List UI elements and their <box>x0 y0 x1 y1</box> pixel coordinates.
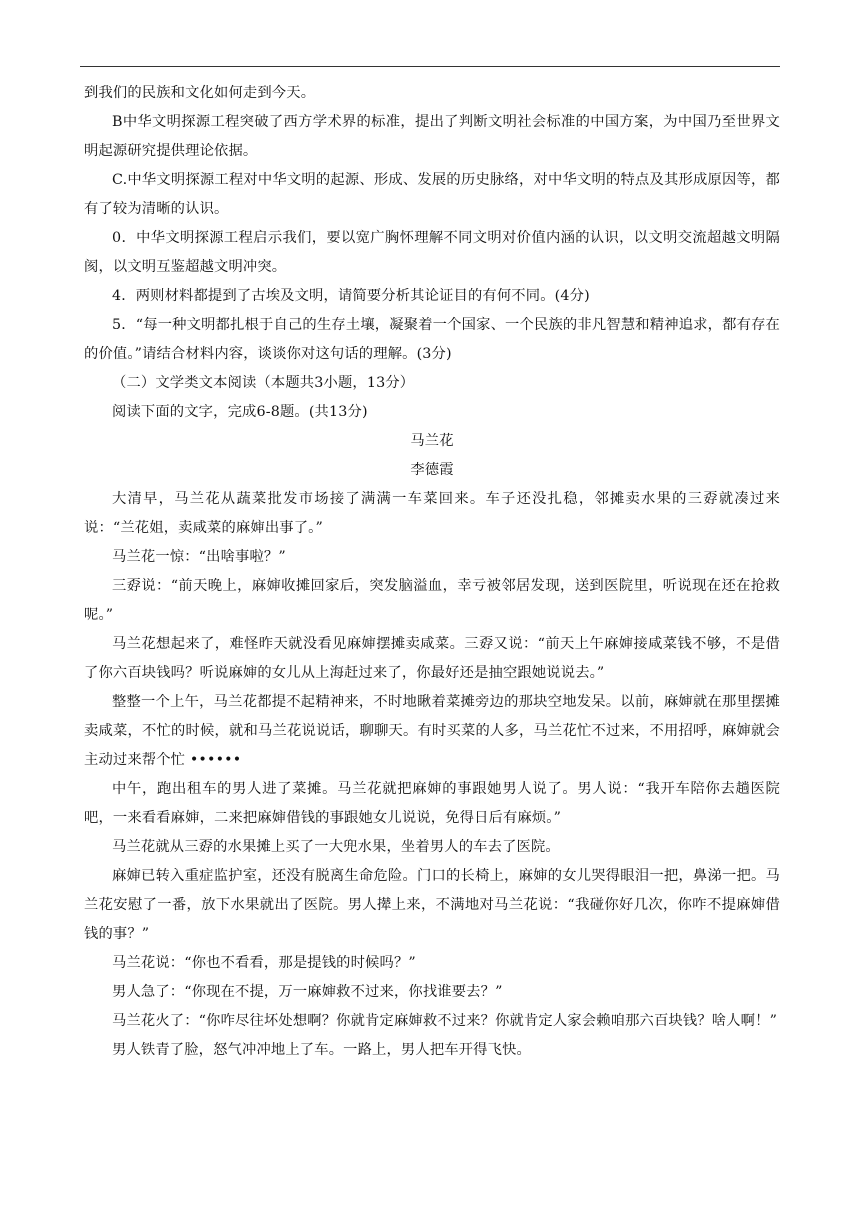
story-paragraph: 马兰花就从三孬的水果摊上买了一大兜水果，坐着男人的车去了医院。 <box>112 839 560 855</box>
section-heading: （二）文学类文本阅读（本题共3小题，13分） <box>112 375 415 391</box>
story-paragraph: 男人急了：“你现在不提，万一麻婶救不过来，你找谁要去？” <box>112 984 503 1000</box>
option-b: B中华文明探源工程突破了西方学术界的标准，提出了判断文明社会标准的中国方案，为中国乃至世界文明起源研究提供理论依据。 <box>84 114 780 159</box>
text-body <box>84 79 780 1065</box>
story-paragraph: 马兰花想起来了，难怪昨天就没看见麻婶摆摊卖咸菜。三孬又说：“前天上午麻婶接咸菜钱不够，不是借了你六百块钱吗？听说麻婶的女儿从上海赶过来了，你最好还是抽空跟她说说去。” <box>84 636 780 681</box>
header-rule <box>80 66 780 67</box>
story-paragraph: 马兰花火了：“你咋尽往坏处想啊？你就肯定麻婶救不过来？你就肯定人家会赖咱那六百块钱？啥人啊！” <box>112 1013 778 1029</box>
option-d: 0．中华文明探源工程启示我们，要以宽广胸怀理解不同文明对价值内涵的认识，以文明交流超越文明隔阂，以文明互鉴超越文明冲突。 <box>84 230 780 275</box>
story-paragraph: 大清早，马兰花从蔬菜批发市场接了满满一车菜回来。车子还没扎稳，邻摊卖水果的三孬就凑过来说：“兰花姐，卖咸菜的麻婶出事了。” <box>84 491 780 536</box>
question-4: 4．两则材料都提到了古埃及文明，请简要分析其论证目的有何不同。(4分) <box>112 288 590 304</box>
story-paragraph: 男人铁青了脸，怒气冲冲地上了车。一路上，男人把车开得飞快。 <box>112 1042 531 1058</box>
option-c: C.中华文明探源工程对中华文明的起源、形成、发展的历史脉络，对中华文明的特点及其形成原因等，都有了较为清晰的认识。 <box>84 172 780 217</box>
story-paragraph: 马兰花一惊：“出啥事啦？” <box>112 549 286 565</box>
paragraph-1: 到我们的民族和文化如何走到今天。 <box>84 85 316 101</box>
question-5: 5．“每一种文明都扎根于自己的生存土壤，凝聚着一个国家、一个民族的非凡智慧和精神追求，都有存在的价值。”请结合材料内容，谈谈你对这句话的理解。(3分) <box>84 317 780 362</box>
story-author: 李德霞 <box>410 462 454 478</box>
story-title: 马兰花 <box>410 433 454 449</box>
story-paragraph: 三孬说：“前天晚上，麻婶收摊回家后，突发脑溢血，幸亏被邻居发现，送到医院里，听说现在还在抢救呢。” <box>84 578 780 623</box>
story-paragraph: 马兰花说：“你也不看看，那是提钱的时候吗？” <box>112 955 416 971</box>
story-paragraph: 中午，跑出租车的男人进了菜摊。马兰花就把麻婶的事跟她男人说了。男人说：“我开车陪你去趟医院吧，一来看看麻婶，二来把麻婶借钱的事跟她女儿说说，免得日后有麻烦。” <box>84 781 780 826</box>
story-paragraph: 整整一个上午，马兰花都提不起精神来，不时地瞅着菜摊旁边的那块空地发呆。以前，麻婶就在那里摆摊卖咸菜，不忙的时候，就和马兰花说说话，聊聊天。有时买菜的人多，马兰花忙不过来，不用招呼，麻婶就会主动过来帮个忙 •••••• <box>84 694 780 768</box>
reading-instruction: 阅读下面的文字，完成6-8题。(共13分) <box>112 404 368 420</box>
story-paragraph: 麻婶已转入重症监护室，还没有脱离生命危险。门口的长椅上，麻婶的女儿哭得眼泪一把，鼻涕一把。马兰花安慰了一番，放下水果就出了医院。男人撵上来，不满地对马兰花说：“我碰你好几次，你咋不提麻婶借钱的事？” <box>84 868 780 942</box>
